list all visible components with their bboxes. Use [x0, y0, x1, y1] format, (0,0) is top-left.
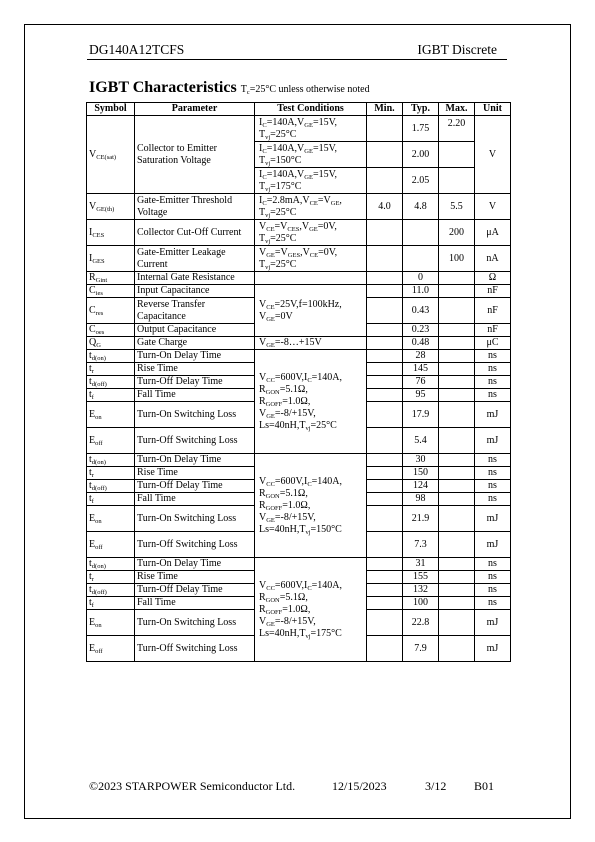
test-condition-cell: $I_C=140A,V_{GE}=15V$, $T_{vj}=150^\circ C$ — [255, 142, 367, 168]
typ-cell: 17.9 — [403, 402, 439, 428]
parameter-cell: Fall Time — [135, 389, 255, 402]
unit-cell: Ω — [475, 272, 511, 285]
parameter-cell: Turn-Off Delay Time — [135, 584, 255, 597]
unit-cell: V — [475, 116, 511, 194]
max-cell — [439, 584, 475, 597]
parameter-cell: Rise Time — [135, 363, 255, 376]
min-cell — [367, 363, 403, 376]
typ-cell: 155 — [403, 571, 439, 584]
typ-cell: 30 — [403, 454, 439, 467]
header-symbol: Symbol — [87, 103, 135, 116]
table-row — [87, 350, 511, 363]
test-condition-cell: $V_{GE}=V_{GES},V_{CE}=0V$, $T_{vj}=25^\circ C$ — [255, 246, 367, 272]
min-cell — [367, 285, 403, 298]
typ-cell: 31 — [403, 558, 439, 571]
symbol-cell: $t_f$ — [87, 493, 135, 506]
footer-copyright: ©2023 STARPOWER Semiconductor Ltd. — [89, 779, 296, 793]
table-row — [87, 337, 511, 350]
test-condition-cell: $I_C=140A,V_{GE}=15V$, $T_{vj}=175^\circ C$ — [255, 168, 367, 194]
typ-cell: 0 — [403, 272, 439, 285]
table-row — [87, 272, 511, 285]
typ-cell: 5.4 — [403, 428, 439, 454]
symbol-cell: $I_{CES}$ — [87, 220, 135, 246]
test-condition-cell: $V_{CE}=V_{CES},V_{GE}=0V$, $T_{vj}=25^\circ C$ — [255, 220, 367, 246]
unit-cell: μA — [475, 220, 511, 246]
min-cell — [367, 376, 403, 389]
table-row — [87, 194, 511, 220]
test-condition-cell: $V_{CC}=600V,I_C=140A$, $R_{GON}=5.1\Omega$, $R_{GOFF}=1.0\Omega$, $V_{GE}=-8/+15V$, $Ls=40nH,T_{vj}=175^\circ C$ — [255, 558, 367, 662]
max-cell — [439, 532, 475, 558]
symbol-cell: $I_{GES}$ — [87, 246, 135, 272]
typ-cell: 95 — [403, 389, 439, 402]
characteristics-table — [86, 102, 511, 662]
max-cell — [439, 636, 475, 662]
max-cell — [439, 480, 475, 493]
unit-cell: ns — [475, 571, 511, 584]
symbol-cell: $E_{on}$ — [87, 402, 135, 428]
header-test-conditions: Test Conditions — [255, 103, 367, 116]
max-cell — [439, 142, 475, 168]
unit-cell: nF — [475, 285, 511, 298]
parameter-cell: Turn-Off Switching Loss — [135, 636, 255, 662]
unit-cell: ns — [475, 389, 511, 402]
min-cell — [367, 493, 403, 506]
min-cell — [367, 389, 403, 402]
min-cell — [367, 168, 403, 194]
symbol-cell: $t_{d(on)}$ — [87, 454, 135, 467]
symbol-cell: $t_r$ — [87, 467, 135, 480]
typ-cell: 2.00 — [403, 142, 439, 168]
parameter-cell: Turn-Off Delay Time — [135, 376, 255, 389]
symbol-cell: $t_f$ — [87, 389, 135, 402]
section-title-text: IGBT Characteristics — [89, 79, 237, 96]
symbol-cell: $E_{on}$ — [87, 610, 135, 636]
max-cell — [439, 389, 475, 402]
min-cell — [367, 116, 403, 142]
max-cell — [439, 493, 475, 506]
typ-cell: 0.43 — [403, 298, 439, 324]
unit-cell: ns — [475, 467, 511, 480]
section-condition: $T_c=25^\circ C$ unless otherwise noted — [240, 84, 370, 96]
typ-cell: 11.0 — [403, 285, 439, 298]
max-cell: 100 — [439, 246, 475, 272]
parameter-cell: Fall Time — [135, 597, 255, 610]
max-cell — [439, 597, 475, 610]
typ-cell: 1.75 — [403, 116, 439, 142]
min-cell — [367, 597, 403, 610]
max-cell — [439, 324, 475, 337]
min-cell — [367, 220, 403, 246]
unit-cell: nF — [475, 298, 511, 324]
unit-cell: mJ — [475, 636, 511, 662]
symbol-cell: $V_{GE(th)}$ — [87, 194, 135, 220]
product-category: IGBT Discrete — [417, 42, 497, 57]
unit-cell: mJ — [475, 428, 511, 454]
unit-cell: mJ — [475, 532, 511, 558]
parameter-cell: Reverse Transfer Capacitance — [135, 298, 255, 324]
max-cell — [439, 558, 475, 571]
typ-cell: 124 — [403, 480, 439, 493]
unit-cell: ns — [475, 558, 511, 571]
max-cell — [439, 350, 475, 363]
min-cell — [367, 454, 403, 467]
typ-cell: 0.23 — [403, 324, 439, 337]
unit-cell: μC — [475, 337, 511, 350]
unit-cell: mJ — [475, 610, 511, 636]
typ-cell: 150 — [403, 467, 439, 480]
parameter-cell: Turn-On Switching Loss — [135, 402, 255, 428]
parameter-cell: Turn-On Delay Time — [135, 558, 255, 571]
symbol-cell: $R_{Gint}$ — [87, 272, 135, 285]
unit-cell: ns — [475, 363, 511, 376]
header-parameter: Parameter — [135, 103, 255, 116]
min-cell — [367, 324, 403, 337]
parameter-cell: Rise Time — [135, 571, 255, 584]
min-cell — [367, 467, 403, 480]
symbol-cell: $C_{ies}$ — [87, 285, 135, 298]
symbol-cell: $t_{d(on)}$ — [87, 350, 135, 363]
max-cell — [439, 610, 475, 636]
parameter-cell: Fall Time — [135, 493, 255, 506]
unit-cell: ns — [475, 584, 511, 597]
unit-cell: mJ — [475, 402, 511, 428]
max-cell — [439, 272, 475, 285]
test-condition-cell: $V_{CC}=600V,I_C=140A$, $R_{GON}=5.1\Omega$, $R_{GOFF}=1.0\Omega$, $V_{GE}=-8/+15V$, $Ls=40nH,T_{vj}=150^\circ C$ — [255, 454, 367, 558]
min-cell — [367, 584, 403, 597]
max-cell — [439, 168, 475, 194]
parameter-cell: Turn-On Delay Time — [135, 454, 255, 467]
min-cell — [367, 337, 403, 350]
typ-cell: 2.05 — [403, 168, 439, 194]
parameter-cell: Collector to Emitter Saturation Voltage — [135, 116, 255, 194]
symbol-cell: $t_r$ — [87, 571, 135, 584]
header-max: Max. — [439, 103, 475, 116]
symbol-cell: $C_{res}$ — [87, 298, 135, 324]
max-cell — [439, 363, 475, 376]
symbol-cell: $E_{off}$ — [87, 532, 135, 558]
min-cell — [367, 558, 403, 571]
typ-cell: 0.48 — [403, 337, 439, 350]
table-row — [87, 558, 511, 571]
table-header-row — [87, 103, 511, 116]
max-cell — [439, 285, 475, 298]
min-cell: 4.0 — [367, 194, 403, 220]
min-cell — [367, 298, 403, 324]
typ-cell: 7.9 — [403, 636, 439, 662]
min-cell — [367, 142, 403, 168]
unit-cell: mJ — [475, 506, 511, 532]
min-cell — [367, 402, 403, 428]
unit-cell: ns — [475, 376, 511, 389]
symbol-cell: $V_{CE(sat)}$ — [87, 116, 135, 194]
parameter-cell: Gate-Emitter Leakage Current — [135, 246, 255, 272]
typ-cell: 22.8 — [403, 610, 439, 636]
max-cell: 5.5 — [439, 194, 475, 220]
test-condition-cell: $V_{CE}=25V,f=100kHz$, $V_{GE}=0V$ — [255, 285, 367, 337]
unit-cell: ns — [475, 350, 511, 363]
header-min: Min. — [367, 103, 403, 116]
min-cell — [367, 428, 403, 454]
typ-cell: 132 — [403, 584, 439, 597]
header-typ: Typ. — [403, 103, 439, 116]
min-cell — [367, 246, 403, 272]
parameter-cell: Turn-Off Delay Time — [135, 480, 255, 493]
parameter-cell: Output Capacitance — [135, 324, 255, 337]
max-cell — [439, 428, 475, 454]
min-cell — [367, 571, 403, 584]
max-cell: 2.20 — [439, 116, 475, 142]
max-cell — [439, 467, 475, 480]
parameter-cell: Turn-On Switching Loss — [135, 506, 255, 532]
table-row — [87, 220, 511, 246]
test-condition-cell: $V_{CC}=600V,I_C=140A$, $R_{GON}=5.1\Omega$, $R_{GOFF}=1.0\Omega$, $V_{GE}=-8/+15V$, $Ls=40nH,T_{vj}=25^\circ C$ — [255, 350, 367, 454]
typ-cell: 100 — [403, 597, 439, 610]
max-cell — [439, 571, 475, 584]
table-row — [87, 454, 511, 467]
test-condition-cell — [255, 272, 367, 285]
parameter-cell: Collector Cut-Off Current — [135, 220, 255, 246]
symbol-cell: $C_{oes}$ — [87, 324, 135, 337]
footer-revision: B01 — [474, 779, 495, 793]
min-cell — [367, 350, 403, 363]
min-cell — [367, 480, 403, 493]
footer-page: 3/12 — [425, 779, 447, 793]
max-cell — [439, 337, 475, 350]
symbol-cell: $t_r$ — [87, 363, 135, 376]
header-rule — [87, 59, 507, 60]
test-condition-cell: $V_{GE}=-8\dots+15V$ — [255, 337, 367, 350]
test-condition-cell: $I_C=140A,V_{GE}=15V$, $T_{vj}=25^\circ C$ — [255, 116, 367, 142]
unit-cell: V — [475, 194, 511, 220]
parameter-cell: Rise Time — [135, 467, 255, 480]
max-cell — [439, 402, 475, 428]
unit-cell: ns — [475, 597, 511, 610]
min-cell — [367, 532, 403, 558]
max-cell — [439, 506, 475, 532]
symbol-cell: $t_{d(off)}$ — [87, 480, 135, 493]
typ-cell: 4.8 — [403, 194, 439, 220]
typ-cell: 21.9 — [403, 506, 439, 532]
min-cell — [367, 636, 403, 662]
test-condition-cell: $I_C=2.8mA,V_{CE}=V_{GE}$, $T_{vj}=25^\circ C$ — [255, 194, 367, 220]
table-row — [87, 246, 511, 272]
parameter-cell: Turn-Off Switching Loss — [135, 532, 255, 558]
symbol-cell: $E_{off}$ — [87, 636, 135, 662]
parameter-cell: Gate-Emitter Threshold Voltage — [135, 194, 255, 220]
typ-cell: 98 — [403, 493, 439, 506]
table-row — [87, 116, 511, 142]
table-row — [87, 285, 511, 298]
parameter-cell: Turn-On Switching Loss — [135, 610, 255, 636]
typ-cell — [403, 220, 439, 246]
unit-cell: ns — [475, 454, 511, 467]
symbol-cell: $t_{d(on)}$ — [87, 558, 135, 571]
typ-cell: 76 — [403, 376, 439, 389]
symbol-cell: $t_f$ — [87, 597, 135, 610]
max-cell — [439, 454, 475, 467]
symbol-cell: $E_{off}$ — [87, 428, 135, 454]
typ-cell: 7.3 — [403, 532, 439, 558]
symbol-cell: $t_{d(off)}$ — [87, 584, 135, 597]
section-title — [89, 79, 370, 97]
symbol-cell: $Q_G$ — [87, 337, 135, 350]
part-number: DG140A12TCFS — [89, 42, 185, 57]
min-cell — [367, 506, 403, 532]
footer-date: 12/15/2023 — [332, 779, 387, 793]
symbol-cell: $t_{d(off)}$ — [87, 376, 135, 389]
min-cell — [367, 272, 403, 285]
symbol-cell: $E_{on}$ — [87, 506, 135, 532]
parameter-cell: Input Capacitance — [135, 285, 255, 298]
max-cell: 200 — [439, 220, 475, 246]
min-cell — [367, 610, 403, 636]
unit-cell: nA — [475, 246, 511, 272]
typ-cell: 145 — [403, 363, 439, 376]
parameter-cell: Turn-Off Switching Loss — [135, 428, 255, 454]
parameter-cell: Gate Charge — [135, 337, 255, 350]
unit-cell: ns — [475, 493, 511, 506]
parameter-cell: Internal Gate Resistance — [135, 272, 255, 285]
typ-cell: 28 — [403, 350, 439, 363]
unit-cell: nF — [475, 324, 511, 337]
max-cell — [439, 298, 475, 324]
header-unit: Unit — [475, 103, 511, 116]
unit-cell: ns — [475, 480, 511, 493]
max-cell — [439, 376, 475, 389]
typ-cell — [403, 246, 439, 272]
parameter-cell: Turn-On Delay Time — [135, 350, 255, 363]
